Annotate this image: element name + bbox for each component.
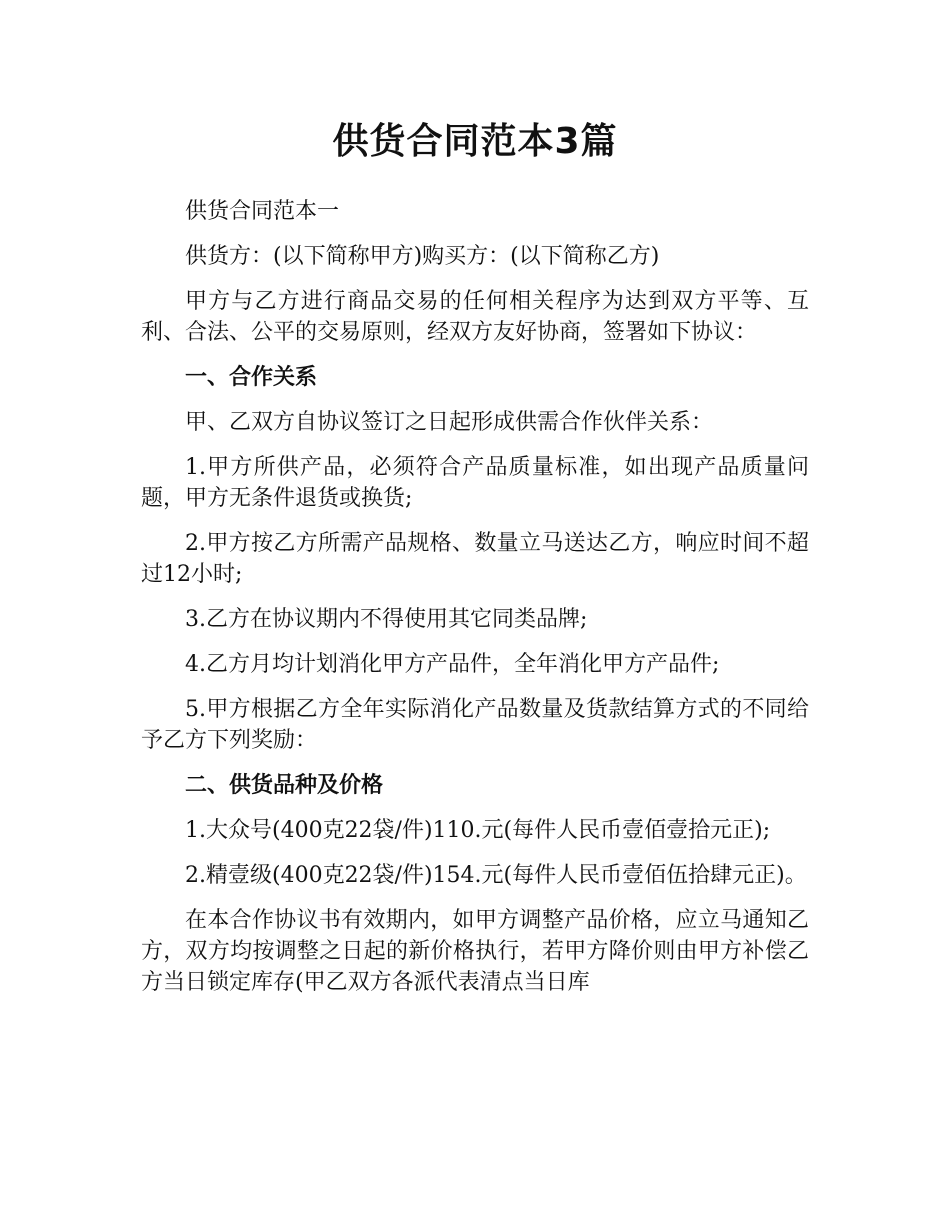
clause-item: 4.乙方月均计划消化甲方产品件，全年消化甲方产品件; [185,652,720,677]
cooperation-intro: 甲、乙双方自协议签订之日起形成供需合作伙伴关系： [185,410,714,435]
intro-paragraph: 甲方与乙方进行商品交易的任何相关程序为达到双方平等、互利、合法、公平的交易原则，经双方友好协商，签署如下协议： [141,289,809,345]
section-heading-products-prices: 二、供货品种及价格 [185,773,384,798]
price-item: 1.大众号(400克22袋/件)110.元(每件人民币壹佰壹拾元正); [185,818,771,843]
clause-item: 5.甲方根据乙方全年实际消化产品数量及货款结算方式的不同给予乙方下列奖励： [141,697,809,753]
section-label: 供货合同范本一 [185,199,340,224]
document-title: 供货合同范本3篇 [332,121,618,162]
price-adjustment-paragraph: 在本合作协议书有效期内，如甲方调整产品价格，应立马通知乙方，双方均按调整之日起的新价格执行，若甲方降价则由甲方补偿乙方当日锁定库存(甲乙双方各派代表清点当日库 [141,908,809,995]
parties-line: 供货方：(以下简称甲方)购买方：(以下简称乙方) [185,244,660,269]
clause-item: 2.甲方按乙方所需产品规格、数量立马送达乙方，响应时间不超过12小时; [141,531,809,587]
price-item: 2.精壹级(400克22袋/件)154.元(每件人民币壹佰伍拾肆元正)。 [185,863,807,888]
clause-item: 3.乙方在协议期内不得使用其它同类品牌; [185,607,588,632]
document-body [141,196,809,1012]
section-heading-cooperation: 一、合作关系 [185,365,318,390]
clause-item: 1.甲方所供产品，必须符合产品质量标准，如出现产品质量问题，甲方无条件退货或换货; [141,455,809,511]
